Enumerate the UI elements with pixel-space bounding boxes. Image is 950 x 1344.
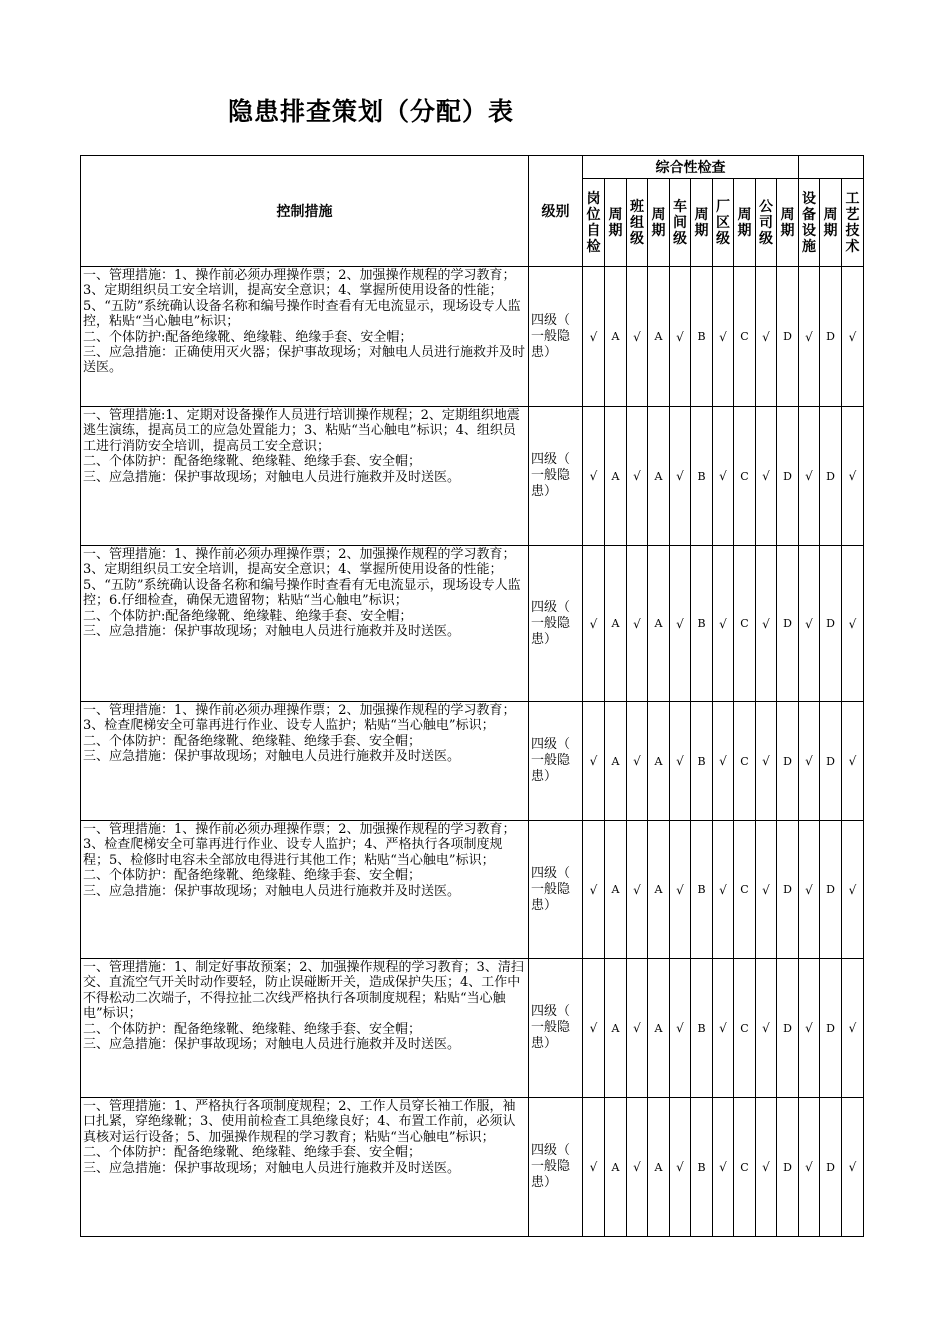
- cycle-grade-cell: D: [777, 1098, 799, 1237]
- header-team-level: 班组级: [627, 179, 648, 267]
- cycle-grade-cell: C: [734, 702, 756, 821]
- check-mark-cell: √: [842, 959, 864, 1098]
- check-mark-cell: √: [583, 546, 605, 702]
- check-mark-cell: √: [583, 821, 605, 959]
- cycle-grade-cell: C: [734, 1098, 756, 1237]
- check-mark-cell: √: [713, 702, 734, 821]
- cycle-grade-cell: A: [648, 1098, 670, 1237]
- control-measures-cell: 一、管理措施：1、制定好事故预案；2、加强操作规程的学习教育；3、清扫交、直流空气开关时动作要轻，防止误碰断开关，造成保护失压；4、工作中不得松动二次端子，不得拉扯二次线严格执行各项制度规程；粘贴“当心触电”标识； 二、个体防护：配备绝缘靴、绝缘鞋、绝缘手套、安全帽； 三、应急措施：保护事故现场；对触电人员进行施救并及时送医。: [81, 959, 529, 1098]
- level-cell: 四级（ 一般隐 患）: [529, 546, 583, 702]
- header-comprehensive-check: 综合性检查: [583, 156, 799, 179]
- header-cycle: 周期: [648, 179, 670, 267]
- cycle-grade-cell: A: [605, 267, 627, 407]
- cycle-grade-cell: B: [691, 821, 713, 959]
- cycle-grade-cell: A: [605, 546, 627, 702]
- check-mark-cell: √: [627, 702, 648, 821]
- check-mark-cell: √: [627, 821, 648, 959]
- check-mark-cell: √: [756, 959, 777, 1098]
- check-mark-cell: √: [627, 1098, 648, 1237]
- control-measures-cell: 一、管理措施：1、操作前必须办理操作票；2、加强操作规程的学习教育；3、检查爬梯安全可靠再进行作业、设专人监护；4、严格执行各项制度规程；5、检修时电容未全部放电得进行其他工作；粘贴“当心触电”标识； 二、个体防护：配备绝缘靴、绝缘鞋、绝缘手套、安全帽； 三、应急措施：保护事故现场；对触电人员进行施救并及时送医。: [81, 821, 529, 959]
- hazard-plan-table: [80, 155, 864, 1237]
- cycle-grade-cell: D: [777, 267, 799, 407]
- header-equipment: 设备设施: [799, 179, 820, 267]
- check-mark-cell: √: [583, 407, 605, 546]
- level-cell: 四级（ 一般隐 患）: [529, 821, 583, 959]
- cycle-grade-cell: A: [648, 546, 670, 702]
- cycle-grade-cell: B: [691, 702, 713, 821]
- level-cell: 四级（ 一般隐 患）: [529, 959, 583, 1098]
- check-mark-cell: √: [670, 267, 691, 407]
- check-mark-cell: √: [799, 959, 820, 1098]
- control-measures-cell: 一、管理措施:1、定期对设备操作人员进行培训操作规程；2、定期组织地震逃生演练，提高员工的应急处置能力；3、粘贴“当心触电”标识；4、组织员工进行消防安全培训，提高员工安全意识； 二、个体防护：配备绝缘靴、绝缘鞋、绝缘手套、安全帽； 三、应急措施：保护事故现场；对触电人员进行施救并及时送医。: [81, 407, 529, 546]
- check-mark-cell: √: [713, 821, 734, 959]
- check-mark-cell: √: [756, 407, 777, 546]
- check-mark-cell: √: [627, 267, 648, 407]
- check-mark-cell: √: [670, 702, 691, 821]
- header-cycle: 周期: [734, 179, 756, 267]
- level-cell: 四级（ 一般隐 患）: [529, 702, 583, 821]
- check-mark-cell: √: [713, 959, 734, 1098]
- check-mark-cell: √: [713, 546, 734, 702]
- cycle-grade-cell: D: [777, 821, 799, 959]
- table-row: [81, 407, 864, 546]
- check-mark-cell: √: [627, 546, 648, 702]
- control-measures-cell: 一、管理措施：1、严格执行各项制度规程；2、工作人员穿长袖工作服，袖口扎紧，穿绝缘靴；3、使用前检查工具绝缘良好；4、布置工作前，必须认真核对运行设备；5、加强操作规程的学习教育；粘贴“当心触电”标识； 二、个体防护：配备绝缘靴、绝缘鞋、绝缘手套、安全帽； 三、应急措施：保护事故现场；对触电人员进行施救并及时送医。: [81, 1098, 529, 1237]
- table-row: [81, 267, 864, 407]
- header-group-blank: [799, 156, 864, 179]
- cycle-grade-cell: B: [691, 267, 713, 407]
- cycle-grade-cell: B: [691, 959, 713, 1098]
- check-mark-cell: √: [756, 821, 777, 959]
- check-mark-cell: √: [799, 821, 820, 959]
- table-row: [81, 959, 864, 1098]
- table-row: [81, 1098, 864, 1237]
- level-cell: 四级（ 一般隐 患）: [529, 1098, 583, 1237]
- table-row: [81, 546, 864, 702]
- cycle-grade-cell: C: [734, 959, 756, 1098]
- check-mark-cell: √: [713, 1098, 734, 1237]
- cycle-grade-cell: D: [820, 702, 842, 821]
- table-row: [81, 702, 864, 821]
- check-mark-cell: √: [756, 1098, 777, 1237]
- check-mark-cell: √: [756, 546, 777, 702]
- check-mark-cell: √: [670, 1098, 691, 1237]
- check-mark-cell: √: [627, 407, 648, 546]
- cycle-grade-cell: A: [605, 821, 627, 959]
- cycle-grade-cell: B: [691, 546, 713, 702]
- cycle-grade-cell: D: [820, 1098, 842, 1237]
- check-mark-cell: √: [842, 267, 864, 407]
- header-plant-level: 厂区级: [713, 179, 734, 267]
- cycle-grade-cell: A: [648, 959, 670, 1098]
- cycle-grade-cell: D: [777, 702, 799, 821]
- control-measures-cell: 一、管理措施：1、操作前必须办理操作票；2、加强操作规程的学习教育；3、定期组织员工安全培训，提高安全意识；4、掌握所使用设备的性能；5、“五防”系统确认设备名称和编号操作时查看有无电流显示，现场设专人监控；6.仔细检查，确保无遗留物；粘贴“当心触电”标识； 二、个体防护:配备绝缘靴、绝缘鞋、绝缘手套、安全帽； 三、应急措施：保护事故现场；对触电人员进行施救并及时送医。: [81, 546, 529, 702]
- check-mark-cell: √: [583, 1098, 605, 1237]
- cycle-grade-cell: B: [691, 407, 713, 546]
- check-mark-cell: √: [627, 959, 648, 1098]
- cycle-grade-cell: C: [734, 407, 756, 546]
- cycle-grade-cell: C: [734, 821, 756, 959]
- cycle-grade-cell: D: [820, 267, 842, 407]
- check-mark-cell: √: [583, 267, 605, 407]
- check-mark-cell: √: [583, 959, 605, 1098]
- cycle-grade-cell: D: [820, 821, 842, 959]
- check-mark-cell: √: [756, 267, 777, 407]
- check-mark-cell: √: [799, 1098, 820, 1237]
- cycle-grade-cell: A: [605, 959, 627, 1098]
- cycle-grade-cell: A: [648, 407, 670, 546]
- check-mark-cell: √: [799, 546, 820, 702]
- table-row: [81, 821, 864, 959]
- cycle-grade-cell: D: [820, 959, 842, 1098]
- cycle-grade-cell: C: [734, 546, 756, 702]
- cycle-grade-cell: A: [605, 702, 627, 821]
- cycle-grade-cell: C: [734, 267, 756, 407]
- check-mark-cell: √: [799, 407, 820, 546]
- check-mark-cell: √: [842, 1098, 864, 1237]
- cycle-grade-cell: A: [648, 267, 670, 407]
- check-mark-cell: √: [583, 702, 605, 821]
- cycle-grade-cell: A: [648, 702, 670, 821]
- header-workshop-level: 车间级: [670, 179, 691, 267]
- check-mark-cell: √: [799, 702, 820, 821]
- check-mark-cell: √: [756, 702, 777, 821]
- check-mark-cell: √: [713, 407, 734, 546]
- check-mark-cell: √: [670, 407, 691, 546]
- header-measures: 控制措施: [81, 156, 529, 267]
- level-cell: 四级（ 一般隐 患）: [529, 267, 583, 407]
- level-cell: 四级（ 一般隐 患）: [529, 407, 583, 546]
- check-mark-cell: √: [670, 821, 691, 959]
- check-mark-cell: √: [842, 407, 864, 546]
- control-measures-cell: 一、管理措施：1、操作前必须办理操作票；2、加强操作规程的学习教育；3、定期组织员工安全培训，提高安全意识；4、掌握所使用设备的性能；5、“五防”系统确认设备名称和编号操作时查看有无电流显示，现场设专人监控，粘贴“当心触电”标识； 二、个体防护:配备绝缘靴、绝缘鞋、绝缘手套、安全帽； 三、应急措施：正确使用灭火器；保护事故现场；对触电人员进行施救并及时送医。: [81, 267, 529, 407]
- cycle-grade-cell: D: [777, 959, 799, 1098]
- header-company-level: 公司级: [756, 179, 777, 267]
- cycle-grade-cell: B: [691, 1098, 713, 1237]
- cycle-grade-cell: A: [605, 407, 627, 546]
- header-level: 级别: [529, 156, 583, 267]
- header-cycle: 周期: [777, 179, 799, 267]
- check-mark-cell: √: [713, 267, 734, 407]
- check-mark-cell: √: [670, 959, 691, 1098]
- check-mark-cell: √: [799, 267, 820, 407]
- check-mark-cell: √: [842, 821, 864, 959]
- header-cycle: 周期: [691, 179, 713, 267]
- control-measures-cell: 一、管理措施：1、操作前必须办理操作票；2、加强操作规程的学习教育；3、检查爬梯安全可靠再进行作业、设专人监护；粘贴“当心触电”标识； 二、个体防护：配备绝缘靴、绝缘鞋、绝缘手套、安全帽； 三、应急措施：保护事故现场；对触电人员进行施救并及时送医。: [81, 702, 529, 821]
- header-cycle: 周期: [820, 179, 842, 267]
- cycle-grade-cell: D: [820, 407, 842, 546]
- check-mark-cell: √: [842, 546, 864, 702]
- cycle-grade-cell: A: [648, 821, 670, 959]
- header-cycle: 周期: [605, 179, 627, 267]
- cycle-grade-cell: D: [820, 546, 842, 702]
- check-mark-cell: √: [670, 546, 691, 702]
- cycle-grade-cell: A: [605, 1098, 627, 1237]
- cycle-grade-cell: D: [777, 407, 799, 546]
- cycle-grade-cell: D: [777, 546, 799, 702]
- header-self-check: 岗位自检: [583, 179, 605, 267]
- header-process-tech: 工艺技术: [842, 179, 864, 267]
- check-mark-cell: √: [842, 702, 864, 821]
- page-title: 隐患排查策划（分配）表: [228, 97, 515, 126]
